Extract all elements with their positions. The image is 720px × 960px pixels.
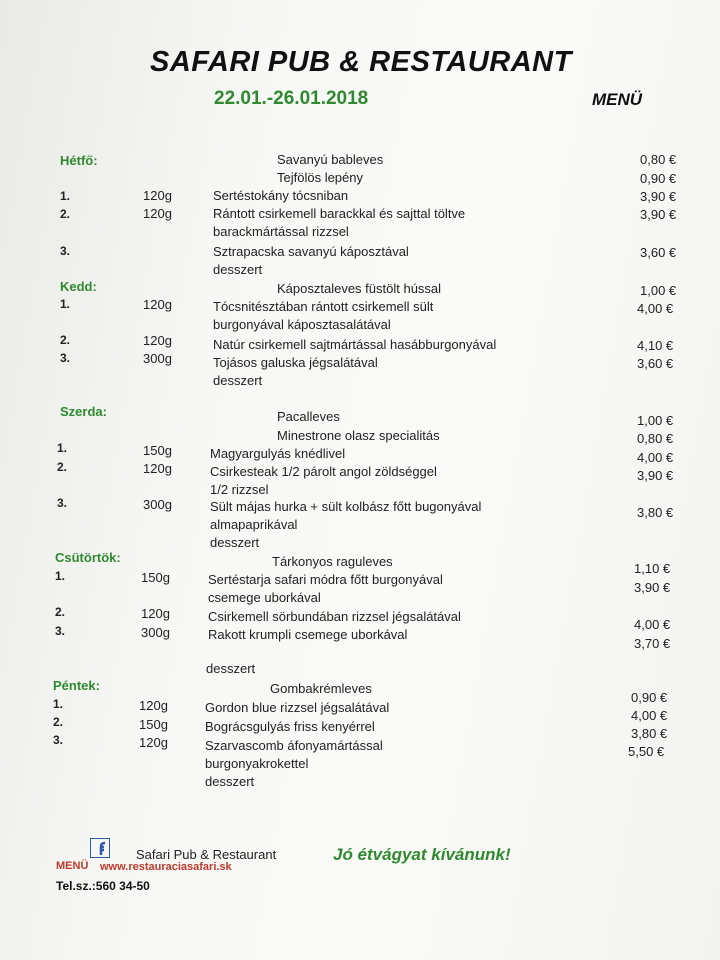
item-weight: 120g xyxy=(141,606,170,621)
day-heading: Kedd: xyxy=(60,279,97,294)
item-number: 2. xyxy=(60,333,71,347)
item-weight: 150g xyxy=(139,717,168,732)
item-number: 2. xyxy=(57,460,68,474)
menu-item: Magyargulyás knédlivel xyxy=(210,446,346,461)
item-price: 3,60 € xyxy=(640,245,677,260)
item-price: 4,00 € xyxy=(634,617,671,632)
menu-item-soup: Tárkonyos raguleves xyxy=(272,554,393,569)
menu-item: Csirkemell sörbundában rizzsel jégsalátával xyxy=(208,609,461,624)
item-number: 1. xyxy=(57,441,68,455)
facebook-icon[interactable] xyxy=(90,838,110,858)
day-heading: Szerda: xyxy=(60,404,107,419)
item-weight: 300g xyxy=(141,625,170,640)
item-weight: 300g xyxy=(143,497,172,512)
item-price: 4,00 € xyxy=(637,450,674,465)
item-price: 0,90 € xyxy=(631,690,668,705)
menu-item-dessert: desszert xyxy=(205,774,255,789)
item-number: 1. xyxy=(60,189,71,203)
item-price: 3,90 € xyxy=(634,580,671,595)
menu-item: Rántott csirkemell barackkal és sajttal töltve xyxy=(213,206,466,221)
menu-item: Tojásos galuska jégsalátával xyxy=(213,355,378,370)
item-number: 1. xyxy=(60,297,71,311)
item-number: 3. xyxy=(60,244,71,258)
footer-phone: Tel.sz.:560 34-50 xyxy=(56,879,150,893)
item-number: 1. xyxy=(53,697,64,711)
menu-item-soup: Gombakrémleves xyxy=(270,681,372,696)
menu-item-soup: Minestrone olasz specialitás xyxy=(277,428,440,443)
item-price: 3,90 € xyxy=(640,189,677,204)
item-price: 3,80 € xyxy=(637,505,674,520)
menu-item-soup: Pacalleves xyxy=(277,409,340,424)
menu-heading: MENÜ xyxy=(592,90,643,109)
item-number: 3. xyxy=(60,351,71,365)
menu-item-soup: Káposztaleves füstölt hússal xyxy=(277,281,442,296)
item-price: 1,00 € xyxy=(637,413,674,428)
item-weight: 300g xyxy=(143,351,172,366)
menu-item-dessert: desszert xyxy=(210,535,260,550)
menu-item: Natúr csirkemell sajtmártással hasábburgonyával xyxy=(213,337,497,352)
item-weight: 120g xyxy=(143,333,172,348)
item-price: 1,10 € xyxy=(634,561,671,576)
item-price: 0,80 € xyxy=(637,431,674,446)
item-price: 0,80 € xyxy=(640,152,677,167)
item-price: 5,50 € xyxy=(628,744,665,759)
menu-item-line: barackmártással rizzsel xyxy=(213,224,349,239)
footer-menu-label: MENÜ xyxy=(56,860,89,872)
menu-item-line: 1/2 rizzsel xyxy=(210,482,269,497)
menu-item-dessert: desszert xyxy=(213,373,263,388)
menu-item-dessert: desszert xyxy=(206,661,256,676)
footer-slogan: Jó étvágyat kívánunk! xyxy=(333,845,511,864)
item-price: 1,00 € xyxy=(640,283,677,298)
item-weight: 120g xyxy=(139,735,168,750)
menu-item-soup: Savanyú bableves xyxy=(277,152,384,167)
item-price: 3,90 € xyxy=(640,207,677,222)
item-number: 3. xyxy=(55,624,66,638)
item-number: 2. xyxy=(55,605,66,619)
item-weight: 120g xyxy=(143,188,172,203)
menu-item: Sertéstarja safari módra főtt burgonyával xyxy=(208,572,443,587)
menu-item: Sült májas hurka + sült kolbász főtt bugonyával xyxy=(210,499,482,514)
item-number: 2. xyxy=(60,207,71,221)
menu-item: Rakott krumpli csemege uborkával xyxy=(208,627,408,642)
item-number: 2. xyxy=(53,715,64,729)
item-price: 4,00 € xyxy=(631,708,668,723)
item-price: 3,70 € xyxy=(634,636,671,651)
day-heading: Péntek: xyxy=(53,678,100,693)
day-heading: Hétfő: xyxy=(60,153,98,168)
menu-item-dessert: Tejfölös lepény xyxy=(277,170,363,185)
page-title: SAFARI PUB & RESTAURANT xyxy=(150,46,572,78)
item-weight: 150g xyxy=(143,443,172,458)
menu-item: Tócsnitésztában rántott csirkemell sült xyxy=(213,299,434,314)
item-price: 3,80 € xyxy=(631,726,668,741)
item-weight: 120g xyxy=(143,206,172,221)
menu-item-line: burgonyakrokettel xyxy=(205,756,309,771)
menu-item-line: burgonyával káposztasalátával xyxy=(213,317,391,332)
item-price: 0,90 € xyxy=(640,171,677,186)
menu-item-dessert: desszert xyxy=(213,262,263,277)
menu-item-line: csemege uborkával xyxy=(208,590,321,605)
day-heading: Csütörtök: xyxy=(55,550,121,565)
menu-item: Sertéstokány tócsniban xyxy=(213,188,349,203)
item-weight: 120g xyxy=(143,461,172,476)
item-weight: 120g xyxy=(143,297,172,312)
item-number: 3. xyxy=(53,733,64,747)
item-number: 1. xyxy=(55,569,66,583)
footer-restaurant-name: Safari Pub & Restaurant xyxy=(136,847,277,862)
menu-item: Gordon blue rizzsel jégsalátával xyxy=(205,700,390,715)
menu-item: Bográcsgulyás friss kenyérrel xyxy=(205,719,375,734)
menu-item: Sztrapacska savanyú káposztával xyxy=(213,244,409,259)
item-price: 3,60 € xyxy=(637,356,674,371)
item-weight: 120g xyxy=(139,698,168,713)
menu-item: Szarvascomb áfonyamártással xyxy=(205,738,383,753)
item-price: 4,00 € xyxy=(637,301,674,316)
item-weight: 150g xyxy=(141,570,170,585)
item-price: 4,10 € xyxy=(637,338,674,353)
item-price: 3,90 € xyxy=(637,468,674,483)
footer-website-link[interactable]: www.restauraciasafari.sk xyxy=(100,861,232,873)
menu-item-line: almapaprikával xyxy=(210,517,298,532)
menu-item: Csirkesteak 1/2 párolt angol zöldséggel xyxy=(210,464,437,479)
item-number: 3. xyxy=(57,496,68,510)
menu-dates: 22.01.-26.01.2018 xyxy=(214,88,369,109)
